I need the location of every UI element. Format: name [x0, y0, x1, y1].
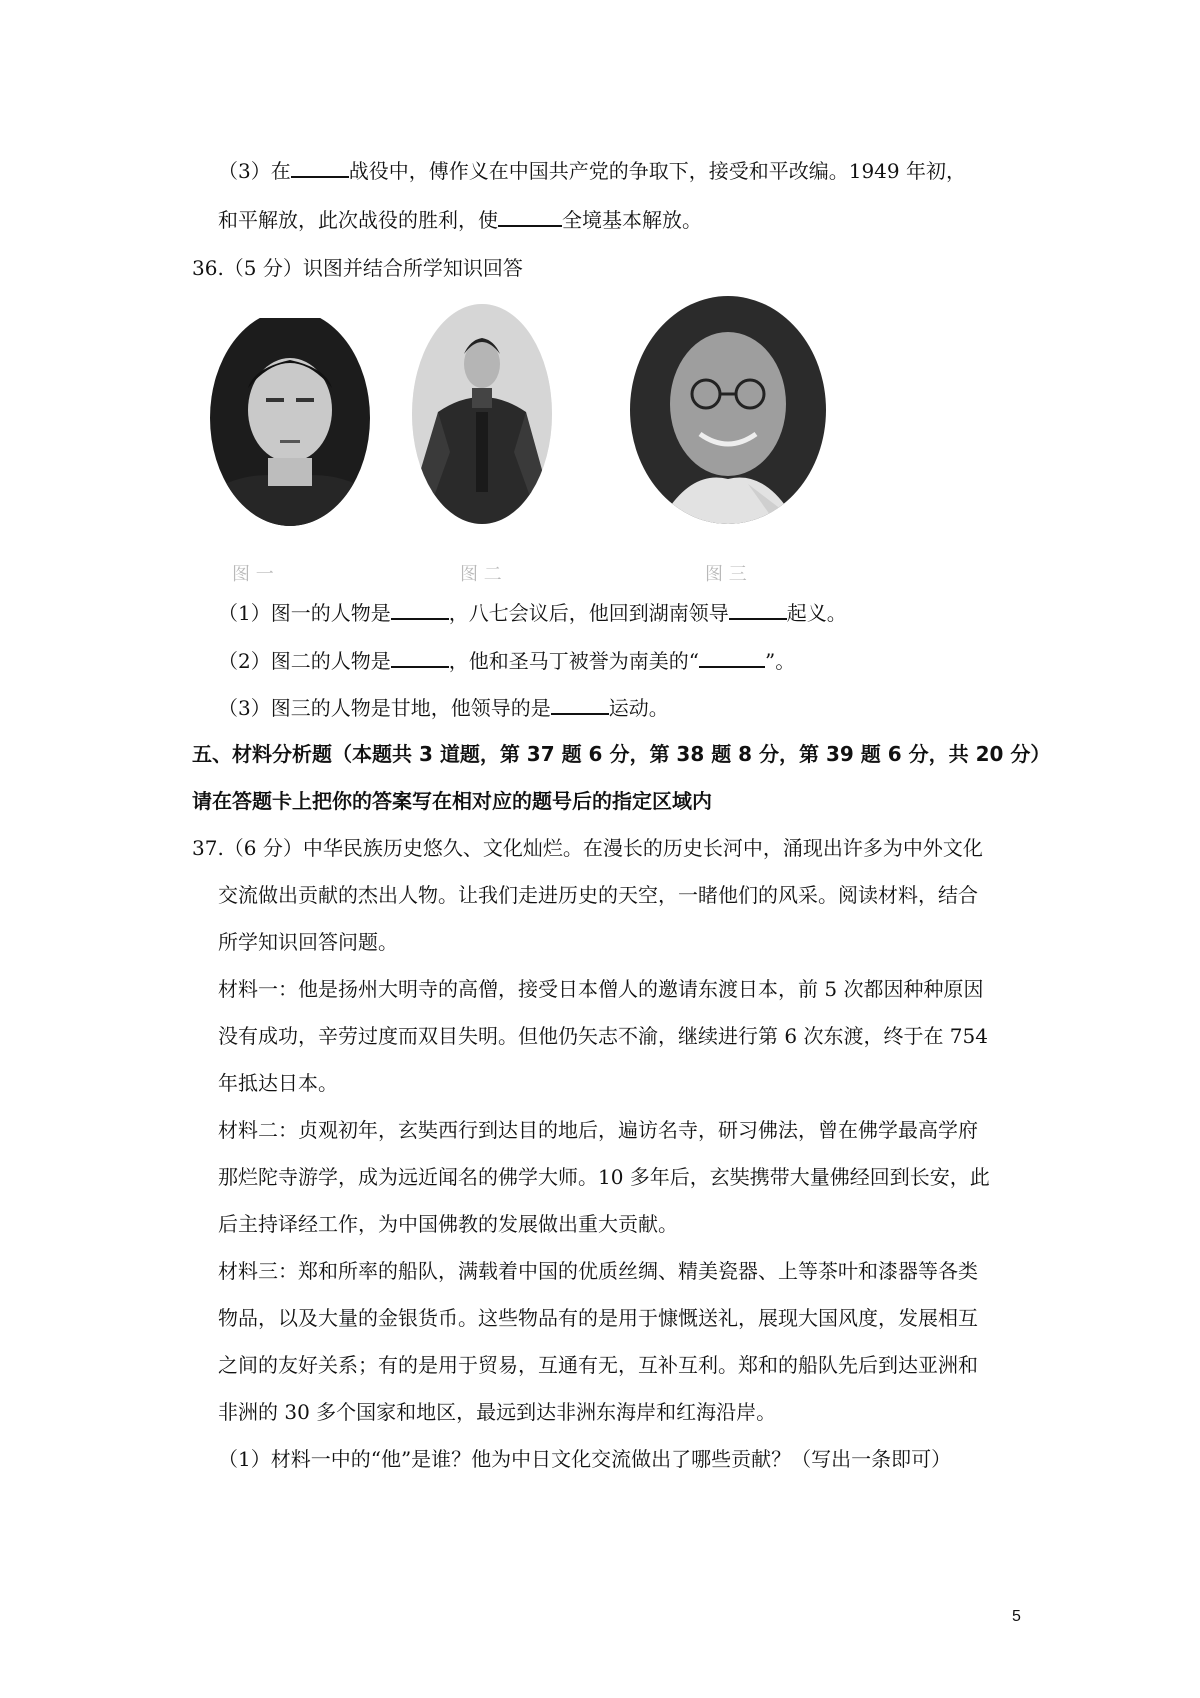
q35-3-line2: 和平解放，此次战役的胜利，使 全境基本解放。 [218, 205, 702, 234]
q36-title: 36.（5 分）识图并结合所学知识回答 [192, 256, 523, 280]
answer-blank [291, 156, 349, 178]
section-5-note: 请在答题卡上把你的答案写在相对应的题号后的指定区域内 [192, 789, 712, 813]
answer-blank [729, 598, 787, 620]
material-1-line-3: 年抵达日本。 [218, 1071, 338, 1095]
figure-1-caption: 图 一 [232, 564, 274, 585]
q37-intro-2: 交流做出贡献的杰出人物。让我们走进历史的天空，一睹他们的风采。阅读材料，结合 [218, 883, 978, 907]
portrait-figure-3 [628, 294, 828, 526]
answer-blank [391, 598, 449, 620]
figure-3-caption: 图 三 [705, 564, 747, 585]
q37-sub-1: （1）材料一中的“他”是谁？他为中日文化交流做出了哪些贡献？（写出一条即可） [218, 1447, 952, 1471]
q37-intro-3: 所学知识回答问题。 [218, 930, 398, 954]
q36-1: （1）图一的人物是 ，八七会议后，他回到湖南领导 起义。 [218, 598, 847, 627]
material-2-line-2: 那烂陀寺游学，成为远近闻名的佛学大师。10 多年后，玄奘携带大量佛经回到长安，此 [218, 1165, 990, 1189]
figure-2-caption: 图 二 [460, 564, 502, 585]
q35-3-line1: （3）在 战役中，傅作义在中国共产党的争取下，接受和平改编。1949 年初， [218, 156, 966, 185]
material-1-line-1: 材料一：他是扬州大明寺的高僧，接受日本僧人的邀请东渡日本，前 5 次都因种种原因 [218, 977, 984, 1001]
answer-blank [551, 693, 609, 715]
answer-blank [699, 646, 765, 668]
section-5-title: 五、材料分析题（本题共 3 道题，第 37 题 6 分，第 38 题 8 分，第 39 题 6 分，共 20 分） [192, 742, 1051, 766]
q36-2: （2）图二的人物是 ，他和圣马丁被誉为南美的“ ”。 [218, 646, 795, 675]
page-number: 5 [1012, 1608, 1021, 1625]
portrait-figure-2 [410, 302, 555, 527]
material-2-line-1: 材料二：贞观初年，玄奘西行到达目的地后，遍访名寺，研习佛法，曾在佛学最高学府 [218, 1118, 978, 1142]
q36-3: （3）图三的人物是甘地，他领导的是 运动。 [218, 693, 669, 722]
material-3-line-2: 物品，以及大量的金银货币。这些物品有的是用于慷慨送礼，展现大国风度，发展相互 [218, 1306, 978, 1330]
material-3-line-3: 之间的友好关系；有的是用于贸易，互通有无，互补互利。郑和的船队先后到达亚洲和 [218, 1353, 978, 1377]
material-2-line-3: 后主持译经工作，为中国佛教的发展做出重大贡献。 [218, 1212, 678, 1236]
material-1-line-2: 没有成功，辛劳过度而双目失明。但他仍矢志不渝，继续进行第 6 次东渡，终于在 754 [218, 1024, 988, 1048]
answer-blank [498, 205, 562, 227]
material-3-line-1: 材料三：郑和所率的船队，满载着中国的优质丝绸、精美瓷器、上等茶叶和漆器等各类 [218, 1259, 978, 1283]
q37-intro-1: 37.（6 分）中华民族历史悠久、文化灿烂。在漫长的历史长河中，涌现出许多为中外文化 [192, 836, 983, 860]
answer-blank [391, 646, 449, 668]
material-3-line-4: 非洲的 30 多个国家和地区，最远到达非洲东海岸和红海沿岸。 [218, 1400, 777, 1424]
portrait-figure-1 [208, 318, 373, 528]
